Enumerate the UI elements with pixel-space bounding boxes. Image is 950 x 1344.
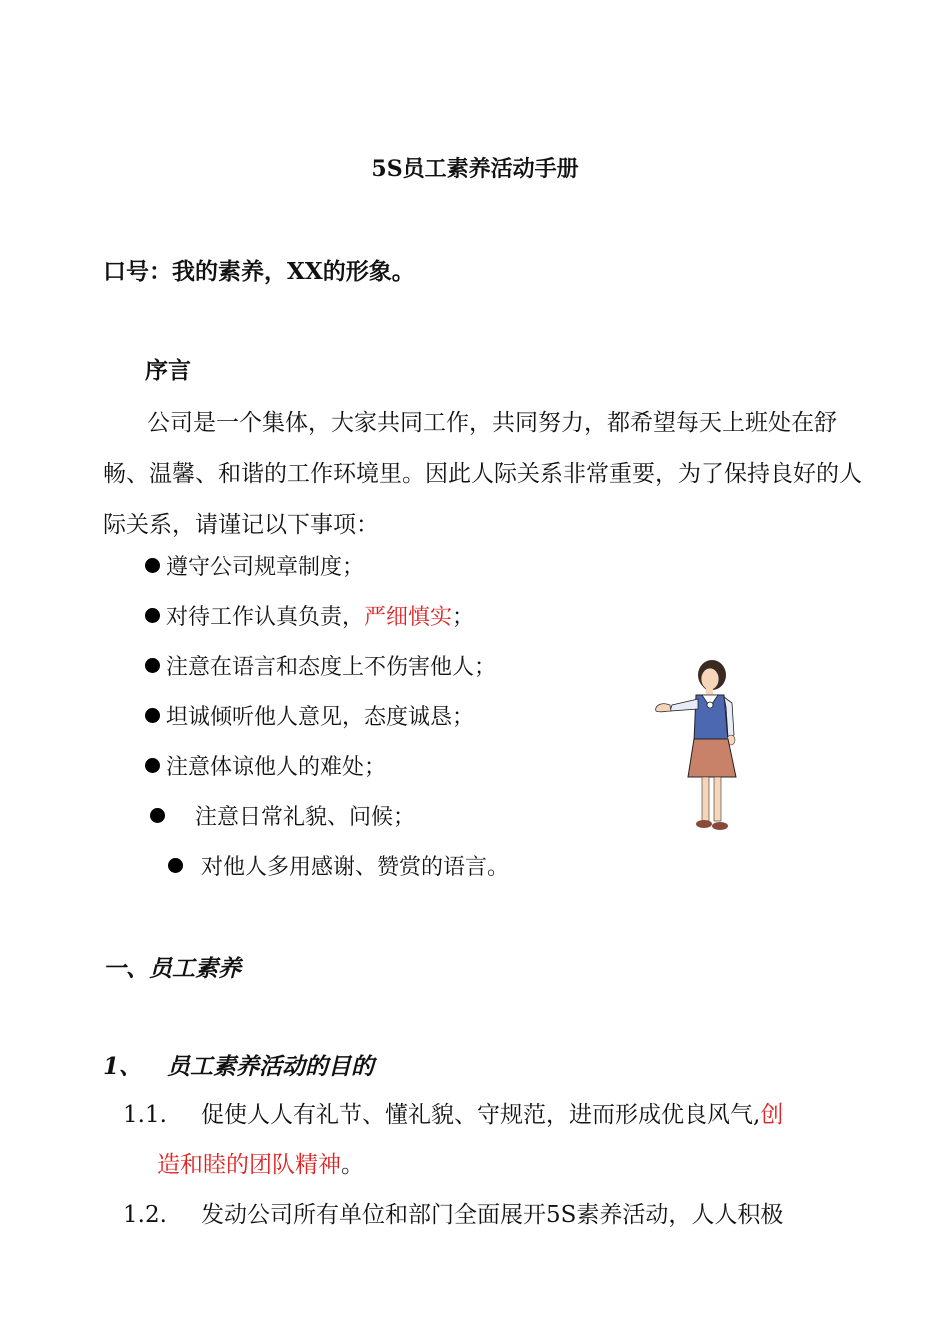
subsection-heading bbox=[103, 1048, 374, 1081]
slogan: 口号：我的素养，XX的形象。 bbox=[103, 258, 415, 285]
item-number: 1.1. bbox=[123, 1102, 167, 1128]
section-heading: 一、员工素养 bbox=[103, 955, 241, 982]
preface-heading: 序言 bbox=[145, 357, 191, 384]
highlight-text: 造和睦的团队精神 bbox=[157, 1152, 341, 1178]
bullet-dot-icon bbox=[145, 608, 160, 623]
bullet-item: 坦诚倾听他人意见，态度诚恳； bbox=[145, 703, 474, 733]
bullet-dot-icon bbox=[145, 658, 160, 673]
bullet-item: 遵守公司规章制度； bbox=[145, 553, 364, 583]
bullet-dot-icon bbox=[145, 708, 160, 723]
bullet-item: 注意日常礼貌、问候； bbox=[150, 803, 415, 833]
bullet-item: 注意体谅他人的难处； bbox=[145, 753, 386, 783]
subsection-number: 1、 bbox=[103, 1053, 143, 1080]
presenting-woman-illustration bbox=[650, 655, 750, 835]
bullet-item: 注意在语言和态度上不伤害他人； bbox=[145, 653, 496, 683]
bullet-dot-icon bbox=[145, 758, 160, 773]
highlight-text: 严细慎实 bbox=[364, 605, 453, 630]
list-item: 1.2. 发动公司所有单位和部门全面展开5S素养活动，人人积极 bbox=[123, 1202, 784, 1228]
list-item: 1.1. 促使人人有礼节、懂礼貌、守规范，进而形成优良风气,创 bbox=[123, 1102, 784, 1128]
document-title: 5S员工素养活动手册 bbox=[371, 156, 579, 182]
item-number: 1.2. bbox=[123, 1202, 167, 1228]
subsection-title: 员工素养活动的目的 bbox=[167, 1053, 374, 1080]
bullet-item: 对他人多用感谢、赞赏的语言。 bbox=[168, 853, 509, 883]
preface-paragraph: 公司是一个集体，大家共同工作，共同努力，都希望每天上班处在舒畅、温馨、和谐的工作环境里。因此人际关系非常重要，为了保持良好的人际关系，请谨记以下事项： bbox=[103, 410, 862, 538]
bullet-dot-icon bbox=[168, 858, 183, 873]
bullet-item: 对待工作认真负责，严细慎实； bbox=[145, 603, 474, 633]
list-item-continuation: 造和睦的团队精神。 bbox=[157, 1152, 364, 1178]
bullet-dot-icon bbox=[150, 808, 165, 823]
bullet-dot-icon bbox=[145, 558, 160, 573]
